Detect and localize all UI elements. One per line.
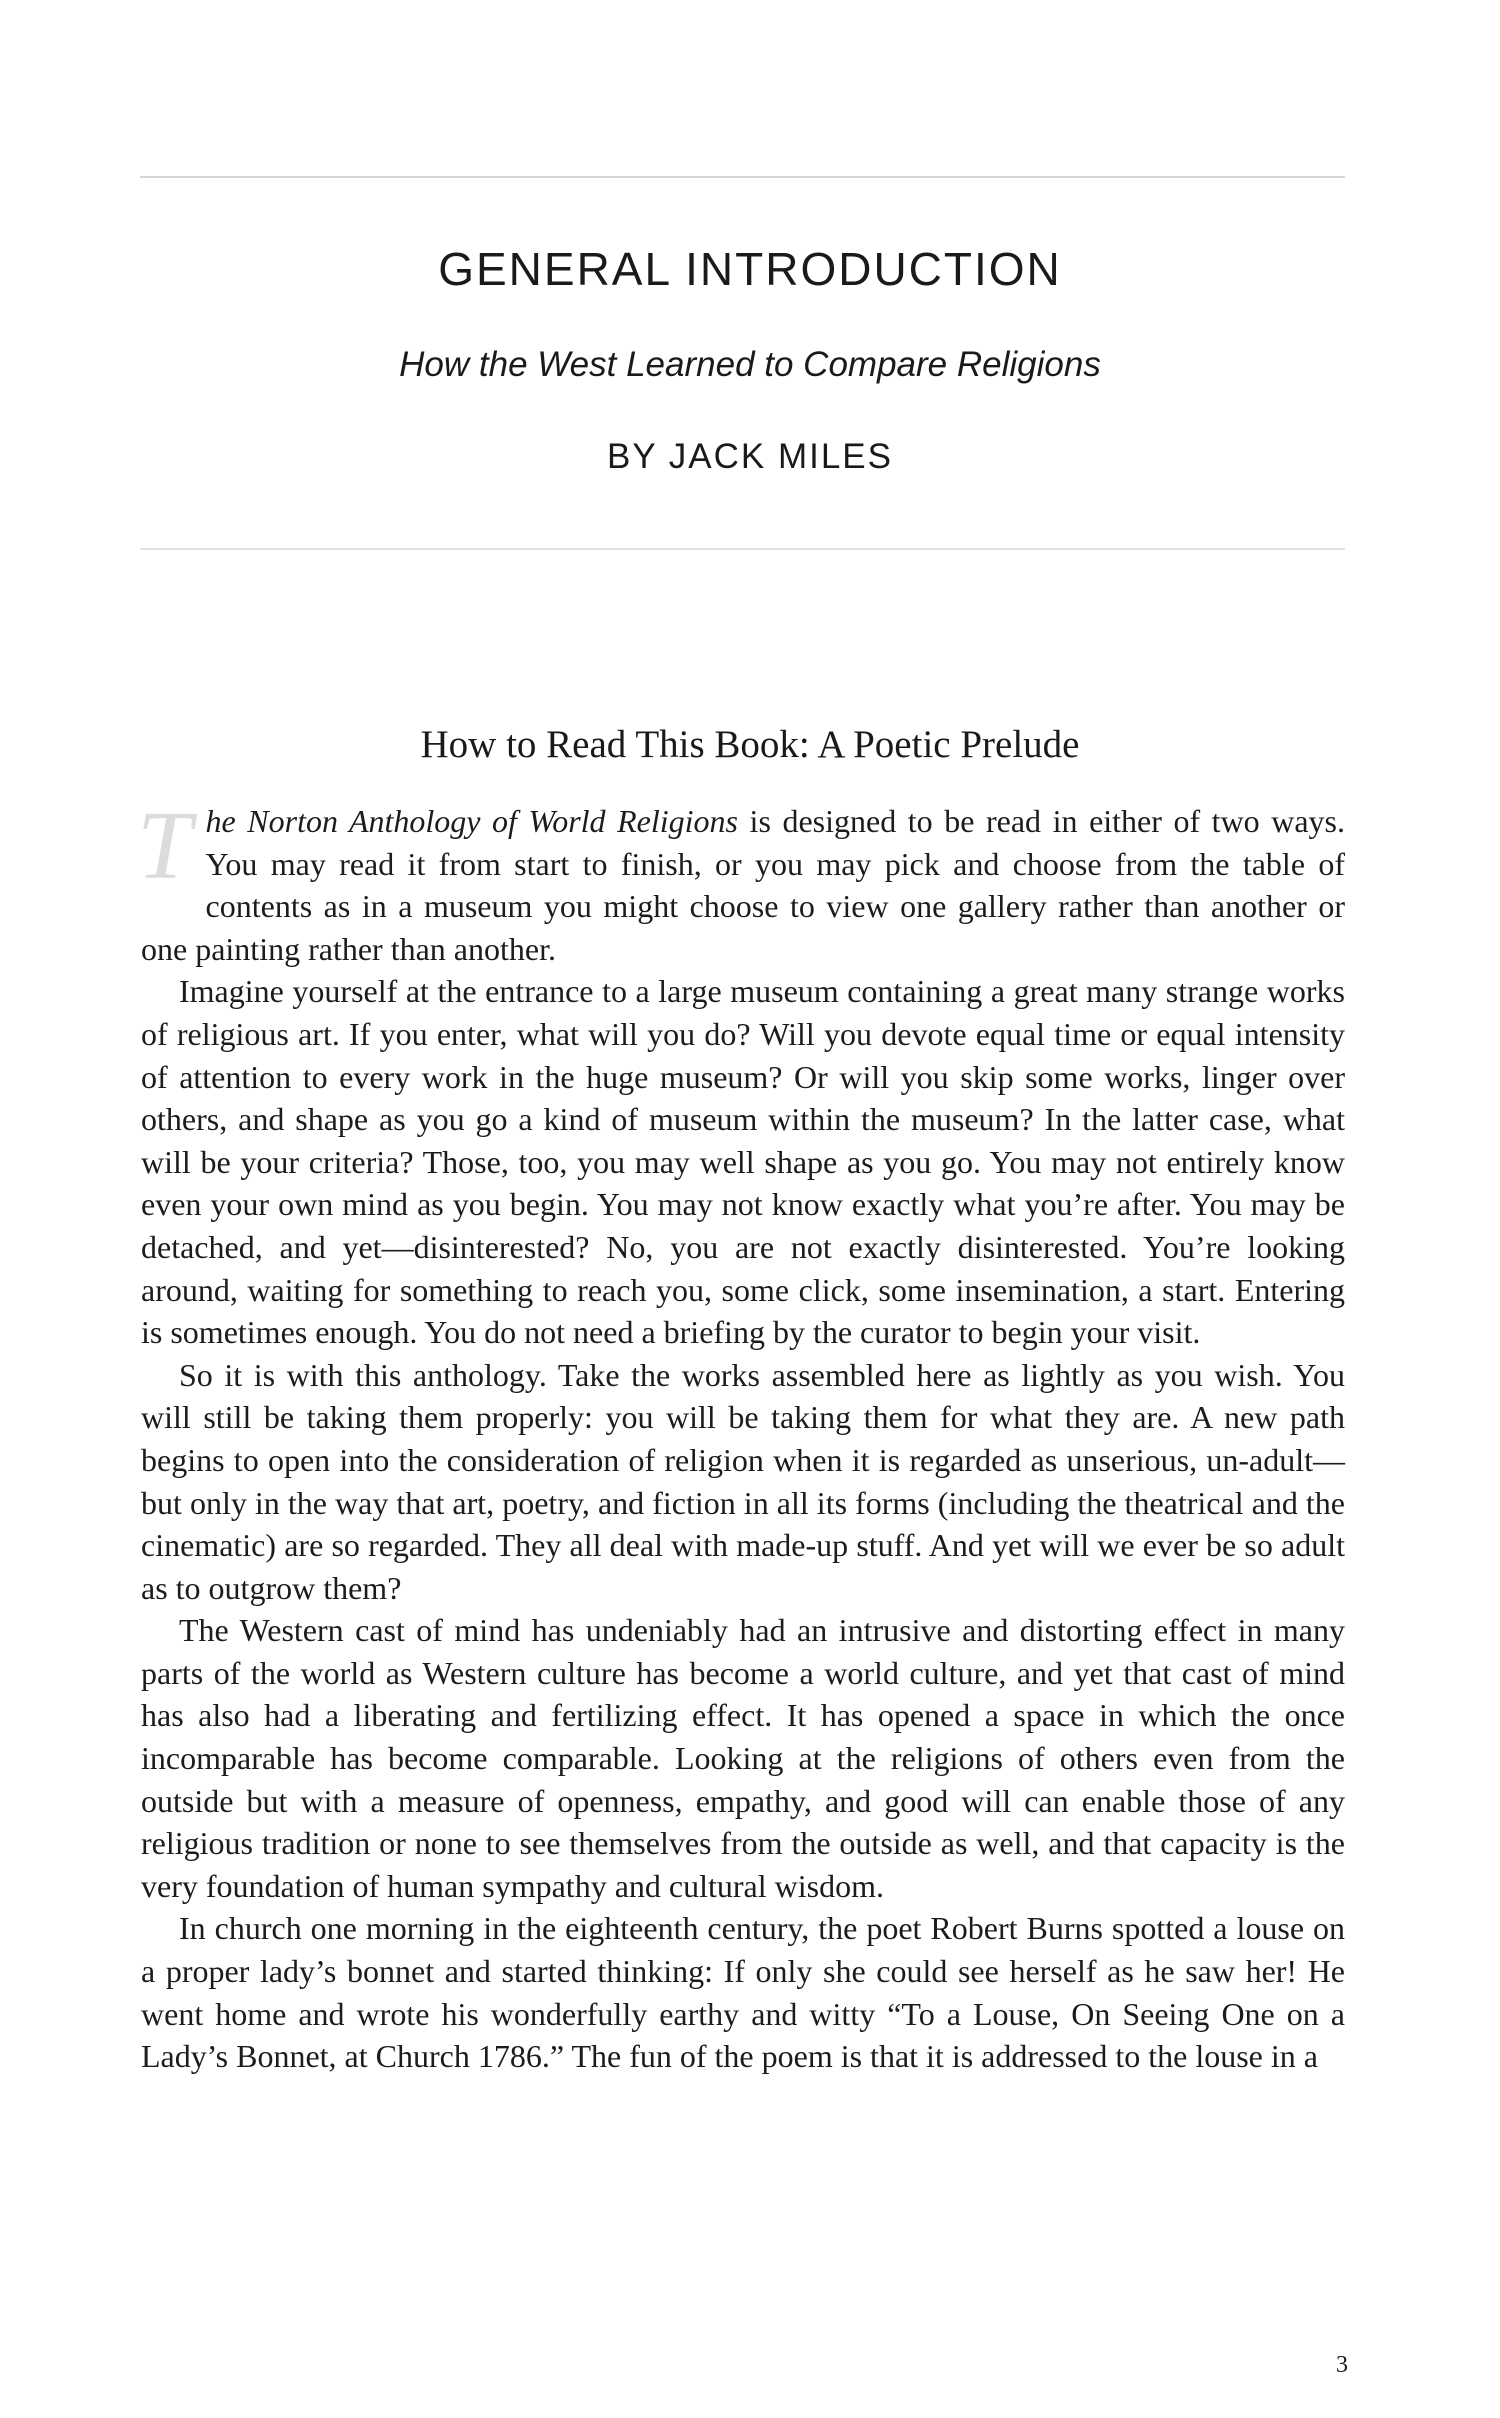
author-byline: BY JACK MILES [606, 437, 893, 476]
paragraph-1 [137, 792, 1346, 970]
paragraph-2: Imagine yourself at the entrance to a large museum containing a great many strange works of religious art. If you enter, what will you do? Will you devote equal time or equal intensity of attention to every work in the huge museum? Or will you skip some works, linger over others, and shape as you go a kind of museum within the museum? In the latter case, what will be your criteria? Those, too, you may well shape as you go. You may not entirely know even your own mind as you begin. You may not know exactly what you’re after. You may be detached, and yet—disinterested? No, you are not exactly disinterested. You’re looking around, waiting for something to reach you, some click, some insemination, a start. Entering is sometimes enough. You do not need a briefing by the curator to begin your visit. [141, 973, 1345, 1351]
body-text [137, 792, 1346, 2078]
paragraph-1-text: is designed to be read in either of two ways. You may read it from start to finish, or you may pick and choose from the table of contents as in a museum you might choose to view one gallery rather than another or one painting rather than another. [141, 803, 1346, 967]
paragraph-5: In church one morning in the eighteenth century, the poet Robert Burns spotted a louse on a proper lady’s bonnet and started thinking: If only she could see herself as he saw her! He went home and wrote his wonderfully earthy and witty “To a Louse, On Seeing One on a Lady’s Bonnet, at Church 1786.” The fun of the poem is that it is addressed to the louse in a [141, 1910, 1345, 2075]
book-title-italic: he Norton Anthology of World Religions [205, 803, 738, 839]
header-divider [140, 548, 1345, 550]
paragraph-3: So it is with this anthology. Take the works assembled here as lightly as you wish. You will still be taking them properly: you will be taking them for what they are. A new path begins to open into the consideration of religion when it is regarded as unserious, un-adult—but only in the way that art, poetry, and fiction in all its forms (including the theatrical and the cinematic) are so regarded. They all deal with made-up stuff. And yet will we ever be so adult as to outgrow them? [141, 1356, 1345, 1606]
paragraph-4: The Western cast of mind has undeniably had an intrusive and distorting effect in many parts of the world as Western culture has become a world culture, and yet that cast of mind has also had a liberating and fertilizing effect. It has opened a space in which the once incomparable has become comparable. Looking at the religions of others even from the outside but with a measure of openness, empathy, and good will can enable those of any religious tradition or none to see themselves from the outside as well, and that capacity is the very foundation of human sympathy and cultural wisdom. [141, 1612, 1345, 1904]
section-heading: How to Read This Book: A Poetic Prelude [420, 723, 1080, 766]
chapter-subtitle: How the West Learned to Compare Religions [399, 345, 1101, 384]
chapter-title: GENERAL INTRODUCTION [438, 243, 1062, 295]
top-rule [140, 176, 1345, 178]
drop-cap: T [137, 792, 192, 900]
page-number: 3 [1336, 2352, 1348, 2378]
